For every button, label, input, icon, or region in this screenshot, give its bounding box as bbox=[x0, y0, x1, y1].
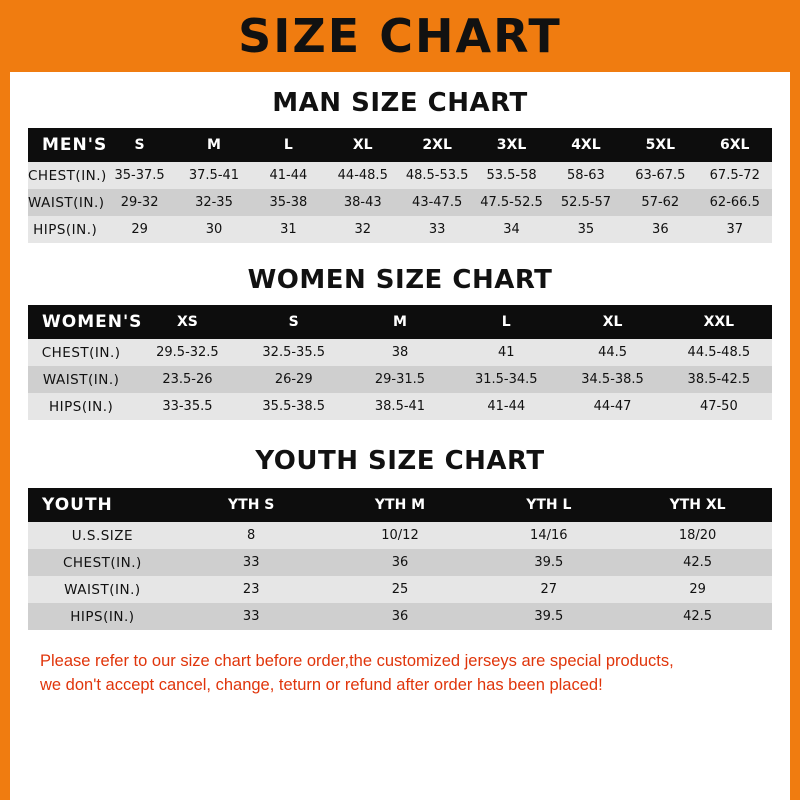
women-row-2-cell-2: 38.5-41 bbox=[374, 399, 426, 414]
youth-row-3-label: HIPS(IN.) bbox=[70, 608, 135, 625]
man-header-cell-2: M bbox=[207, 137, 221, 153]
man-header-cell-6: 3XL bbox=[496, 137, 527, 153]
women-row-0-cell-3: 41 bbox=[497, 345, 515, 360]
man-header-cell-8: 5XL bbox=[645, 137, 676, 153]
women-row-1-cell-3: 31.5-34.5 bbox=[474, 372, 538, 387]
youth-row-1-cell-1: 36 bbox=[391, 555, 409, 570]
man-size-table bbox=[28, 128, 772, 243]
women-row-2-label: HIPS(IN.) bbox=[49, 398, 114, 415]
youth-row-0-label: U.S.SIZE bbox=[71, 527, 134, 544]
women-row-1-cell-5: 38.5-42.5 bbox=[687, 372, 751, 387]
page-title: SIZE CHART bbox=[238, 9, 562, 63]
man-row-2-cell-5: 34 bbox=[503, 222, 520, 237]
youth-row-1-cell-2: 39.5 bbox=[534, 555, 564, 570]
table-row bbox=[28, 603, 772, 630]
man-header-cell-4: XL bbox=[352, 137, 373, 153]
man-row-2-cell-0: 29 bbox=[131, 222, 148, 237]
man-header-cell-5: 2XL bbox=[422, 137, 452, 153]
man-row-2-cell-8: 37 bbox=[726, 222, 744, 237]
man-row-0-cell-3: 44-48.5 bbox=[337, 168, 388, 183]
women-row-1-cell-1: 26-29 bbox=[274, 372, 313, 387]
man-row-1-cell-0: 29-32 bbox=[120, 195, 159, 210]
man-header-cell-3: L bbox=[283, 137, 293, 153]
women-header-cell-0: WOMEN'S bbox=[42, 312, 143, 332]
youth-section-title: YOUTH SIZE CHART bbox=[255, 446, 545, 476]
man-row-2-cell-7: 36 bbox=[652, 222, 669, 237]
youth-header-cell-4: YTH XL bbox=[669, 497, 726, 513]
youth-table-body bbox=[28, 522, 772, 630]
women-table-body bbox=[28, 339, 772, 420]
table-row bbox=[28, 216, 772, 243]
man-row-1-cell-7: 57-62 bbox=[641, 195, 680, 210]
page-banner bbox=[10, 0, 790, 72]
man-header-cell-7: 4XL bbox=[571, 137, 601, 153]
youth-row-3-cell-0: 33 bbox=[242, 609, 260, 624]
youth-row-2-label: WAIST(IN.) bbox=[64, 581, 141, 598]
youth-table-head bbox=[28, 488, 772, 522]
man-row-0-cell-2: 41-44 bbox=[269, 168, 308, 183]
order-notice-line-1: Please refer to our size chart before order,the customized jerseys are special products, bbox=[40, 652, 674, 670]
man-row-1-cell-5: 47.5-52.5 bbox=[480, 195, 543, 210]
man-row-2-cell-6: 35 bbox=[577, 222, 595, 237]
women-header-cell-4: L bbox=[501, 314, 511, 330]
man-header-cell-0: MEN'S bbox=[42, 135, 108, 155]
youth-row-0-cell-1: 10/12 bbox=[381, 528, 419, 543]
women-row-0-cell-1: 32.5-35.5 bbox=[262, 345, 325, 360]
youth-row-3-cell-1: 36 bbox=[391, 609, 409, 624]
man-row-2-label: HIPS(IN.) bbox=[33, 221, 98, 238]
youth-row-3-cell-2: 39.5 bbox=[534, 609, 564, 624]
man-row-1-cell-3: 38-43 bbox=[343, 195, 382, 210]
man-row-1-label: WAIST(IN.) bbox=[28, 194, 105, 211]
women-row-0-cell-4: 44.5 bbox=[598, 345, 628, 360]
youth-row-2-cell-1: 25 bbox=[391, 582, 409, 597]
women-row-0-cell-5: 44.5-48.5 bbox=[687, 345, 751, 360]
youth-row-1-label: CHEST(IN.) bbox=[62, 554, 142, 571]
youth-row-3-cell-3: 42.5 bbox=[683, 609, 713, 624]
women-header-cell-2: S bbox=[288, 314, 299, 330]
man-row-0-cell-4: 48.5-53.5 bbox=[405, 168, 469, 183]
order-notice-line-2: we don't accept cancel, change, teturn or refund after order has been placed! bbox=[40, 675, 603, 694]
man-row-0-cell-6: 58-63 bbox=[567, 168, 605, 183]
women-size-table bbox=[28, 305, 772, 420]
man-header-row bbox=[28, 128, 772, 162]
women-row-2-cell-1: 35.5-38.5 bbox=[262, 399, 325, 414]
man-row-0-cell-0: 35-37.5 bbox=[114, 168, 165, 183]
women-header-cell-6: XXL bbox=[703, 314, 735, 330]
women-header-cell-1: XS bbox=[176, 314, 198, 330]
man-table-head bbox=[28, 128, 772, 162]
women-table-head bbox=[28, 305, 772, 339]
table-row bbox=[28, 162, 772, 189]
man-row-0-cell-7: 63-67.5 bbox=[635, 168, 686, 183]
man-row-0-cell-5: 53.5-58 bbox=[486, 168, 537, 183]
youth-row-0-cell-3: 18/20 bbox=[678, 528, 717, 543]
youth-header-cell-1: YTH S bbox=[228, 497, 275, 513]
table-row bbox=[28, 522, 772, 549]
women-row-0-cell-0: 29.5-32.5 bbox=[156, 345, 219, 360]
women-row-1-cell-4: 34.5-38.5 bbox=[581, 372, 644, 387]
women-row-0-cell-2: 38 bbox=[391, 345, 409, 360]
man-row-0-label: CHEST(IN.) bbox=[28, 167, 107, 184]
man-row-1-cell-4: 43-47.5 bbox=[412, 195, 463, 210]
man-row-1-cell-8: 62-66.5 bbox=[709, 195, 760, 210]
man-row-2-cell-2: 31 bbox=[280, 222, 297, 237]
man-row-2-cell-1: 30 bbox=[205, 222, 223, 237]
man-row-0-cell-1: 37.5-41 bbox=[188, 168, 240, 183]
youth-header-cell-3: YTH L bbox=[526, 497, 572, 513]
man-header-cell-1: S bbox=[134, 137, 145, 153]
youth-row-2-cell-3: 29 bbox=[689, 582, 706, 597]
women-row-1-cell-0: 23.5-26 bbox=[162, 372, 213, 387]
youth-header-row bbox=[28, 488, 772, 522]
man-row-1-cell-6: 52.5-57 bbox=[560, 195, 612, 210]
youth-header-cell-0: YOUTH bbox=[42, 495, 113, 515]
chart-content bbox=[10, 88, 790, 698]
women-section-title: WOMEN SIZE CHART bbox=[247, 265, 553, 295]
man-row-2-cell-4: 33 bbox=[428, 222, 446, 237]
man-row-0-cell-8: 67.5-72 bbox=[709, 168, 760, 183]
table-row bbox=[28, 549, 772, 576]
youth-row-1-cell-3: 42.5 bbox=[683, 555, 713, 570]
man-header-cell-9: 6XL bbox=[720, 137, 750, 153]
table-row bbox=[28, 189, 772, 216]
youth-size-table bbox=[28, 488, 772, 630]
women-row-2-cell-0: 33-35.5 bbox=[162, 399, 213, 414]
youth-header-cell-2: YTH M bbox=[374, 497, 426, 513]
man-table-body bbox=[28, 162, 772, 243]
youth-row-0-cell-2: 14/16 bbox=[530, 528, 568, 543]
women-header-row bbox=[28, 305, 772, 339]
table-row bbox=[28, 366, 772, 393]
man-section-title: MAN SIZE CHART bbox=[272, 88, 528, 118]
man-row-1-cell-2: 35-38 bbox=[269, 195, 308, 210]
youth-row-0-cell-0: 8 bbox=[247, 528, 256, 543]
youth-row-2-cell-2: 27 bbox=[540, 582, 558, 597]
youth-row-2-cell-0: 23 bbox=[242, 582, 260, 597]
women-header-cell-3: M bbox=[393, 314, 407, 330]
women-row-2-cell-3: 41-44 bbox=[487, 399, 526, 414]
women-header-cell-5: XL bbox=[602, 314, 623, 330]
women-row-0-label: CHEST(IN.) bbox=[41, 344, 121, 361]
table-row bbox=[28, 576, 772, 603]
women-row-1-cell-2: 29-31.5 bbox=[374, 372, 426, 387]
order-notice bbox=[28, 650, 772, 698]
youth-row-1-cell-0: 33 bbox=[242, 555, 260, 570]
women-row-2-cell-4: 44-47 bbox=[593, 399, 632, 414]
women-row-1-label: WAIST(IN.) bbox=[42, 371, 120, 388]
man-row-2-cell-3: 32 bbox=[354, 222, 372, 237]
table-row bbox=[28, 393, 772, 420]
table-row bbox=[28, 339, 772, 366]
man-row-1-cell-1: 32-35 bbox=[195, 195, 233, 210]
women-row-2-cell-5: 47-50 bbox=[699, 399, 738, 414]
